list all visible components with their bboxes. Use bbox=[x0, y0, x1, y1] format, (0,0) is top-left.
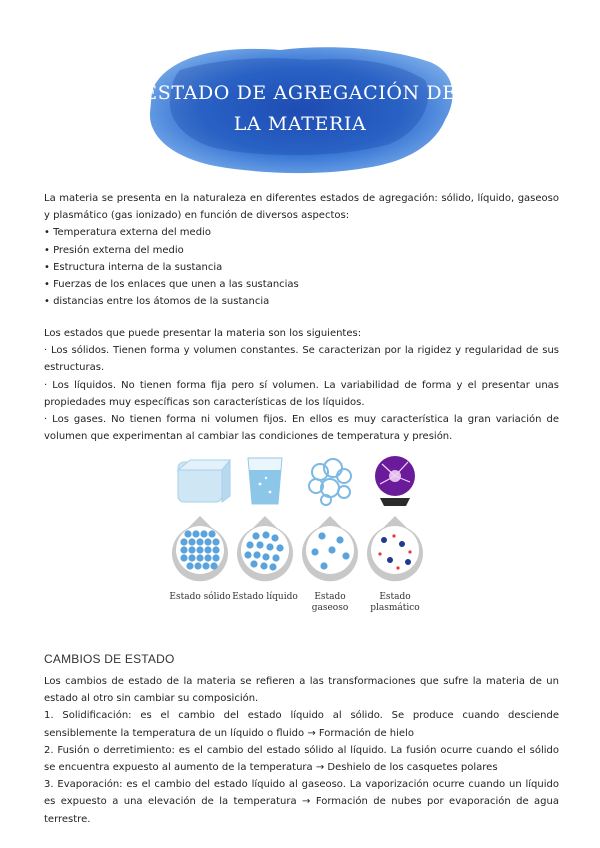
changes-intro: Los cambios de estado de la materia se refieren a las transformaciones que sufre la materia de un estado al otro sin cambiar su composición. bbox=[44, 676, 559, 705]
aspect-list bbox=[44, 224, 559, 310]
page-title: ESTADO DE AGREGACIÓN DE LA MATERIA bbox=[143, 82, 457, 135]
states-figure bbox=[170, 452, 430, 622]
state-gas: · Los gases. No tienen forma ni volumen fijos. En ellos es muy característica la gran variación de volumen que experimentan al cambiar las condiciones de temperatura y presión. bbox=[44, 414, 559, 443]
label-plasma: Estado plasmático bbox=[370, 592, 420, 613]
label-solid: Estado sólido bbox=[169, 592, 231, 602]
change-evaporacion: 3. Evaporación: es el cambio del estado líquido al gaseoso. La vaporización ocurre cuando un líquido es expuesto a una elevación de la temperatura → Formación de nubes por evaporación de agua terrestre. bbox=[44, 779, 559, 825]
water-glass-icon bbox=[248, 458, 282, 504]
list-item: • distancias entre los átomos de la sustancia bbox=[44, 293, 559, 310]
changes-section bbox=[44, 673, 559, 828]
liquid-drop bbox=[237, 516, 293, 581]
gas-drop bbox=[302, 516, 358, 581]
list-item: • Estructura interna de la sustancia bbox=[44, 259, 559, 276]
list-item: • Fuerzas de los enlaces que unen a las sustancias bbox=[44, 276, 559, 293]
list-item: • Presión externa del medio bbox=[44, 242, 559, 259]
section-heading-cambios: CAMBIOS DE ESTADO bbox=[44, 652, 175, 666]
plasma-ball-icon bbox=[375, 456, 415, 506]
plasma-drop bbox=[367, 516, 423, 581]
title-banner bbox=[140, 40, 460, 180]
states-lead: Los estados que puede presentar la materia son los siguientes: bbox=[44, 328, 362, 339]
state-solid: · Los sólidos. Tienen forma y volumen constantes. Se caracterizan por la rigidez y regularidad de sus estructuras. bbox=[44, 345, 559, 374]
intro-section bbox=[44, 190, 559, 310]
label-gas: Estado gaseoso bbox=[311, 592, 349, 613]
state-liquid: · Los líquidos. No tienen forma fija pero sí volumen. La variabilidad de forma y el presentar unas propiedades muy específicas son características de los líquidos. bbox=[44, 379, 559, 408]
change-solidificacion: 1. Solidificación: es el cambio del estado líquido al sólido. Se produce cuando desciende sensiblemente la temperatura de un líquido o fluido → Formación de hielo bbox=[44, 710, 559, 739]
solid-drop bbox=[172, 516, 228, 581]
label-liquid: Estado líquido bbox=[232, 592, 298, 602]
change-fusion: 2. Fusión o derretimiento: es el cambio del estado sólido al líquido. La fusión ocurre cuando el sólido se encuentra expuesto al aumento de la temperatura → Deshielo de los casquetes polares bbox=[44, 744, 559, 774]
list-item: • Temperatura externa del medio bbox=[44, 224, 559, 241]
states-section bbox=[44, 325, 559, 445]
cloud-gas-icon bbox=[309, 459, 351, 505]
intro-paragraph: La materia se presenta en la naturaleza en diferentes estados de agregación: sólido, líquido, gaseoso y plasmático (gas ionizado) en función de diversos aspectos: bbox=[44, 193, 559, 222]
ice-cube-icon bbox=[178, 460, 230, 502]
